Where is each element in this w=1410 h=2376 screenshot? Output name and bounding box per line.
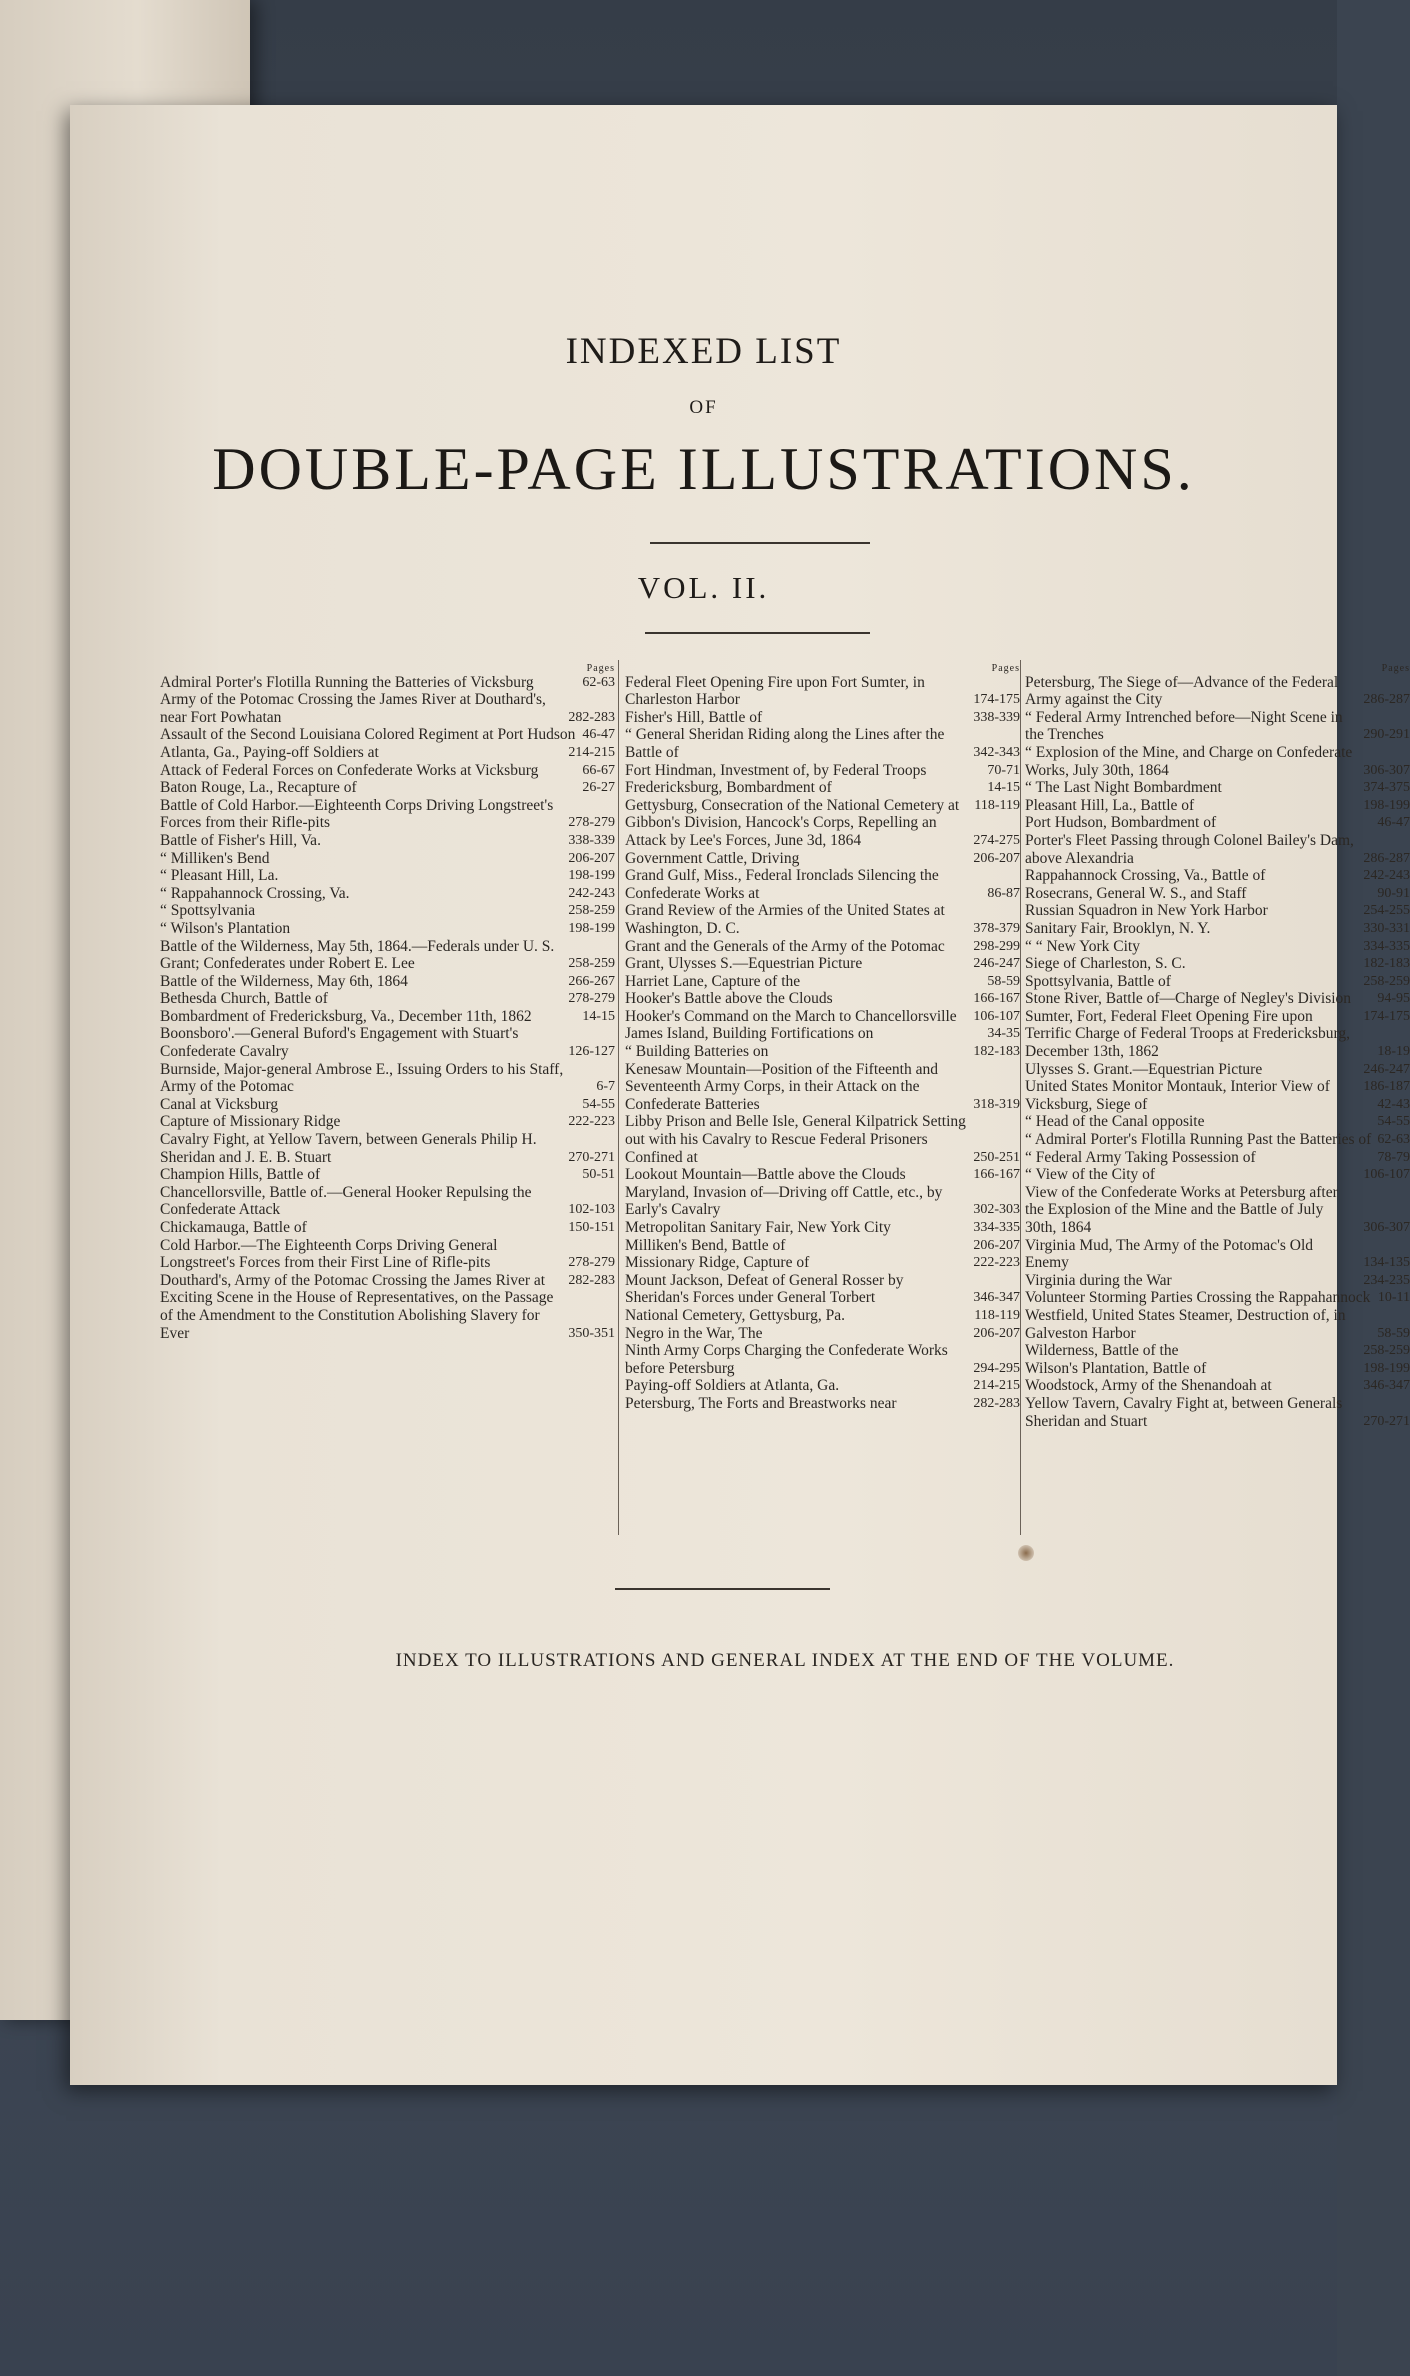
entry-title: Westfield, United States Steamer, Destruction of, in Galveston Harbor bbox=[1025, 1306, 1346, 1342]
entry-title: Chancellorsville, Battle of.—General Hooker Repulsing the Confederate Attack bbox=[160, 1183, 532, 1219]
entry-title: Fort Hindman, Investment of, by Federal Troops bbox=[625, 761, 927, 779]
entry-title: Bombardment of Fredericksburg, Va., December 11th, 1862 bbox=[160, 1007, 532, 1025]
entry-title: Harriet Lane, Capture of the bbox=[625, 972, 801, 990]
title-line-2: OF bbox=[689, 397, 718, 418]
entry-title: Porter's Fleet Passing through Colonel Bailey's Dam, above Alexandria bbox=[1025, 831, 1354, 867]
entry-pages: 214-215 bbox=[568, 744, 615, 760]
index-entry bbox=[160, 1131, 615, 1166]
entry-title: Yellow Tavern, Cavalry Fight at, between Generals Sheridan and Stuart bbox=[1025, 1394, 1343, 1430]
index-entry bbox=[160, 850, 615, 868]
entry-title: Cavalry Fight, at Yellow Tavern, between Generals Philip H. Sheridan and J. E. B. Stuart bbox=[160, 1131, 537, 1166]
column-divider bbox=[618, 660, 619, 1535]
entry-title: Grant, Ulysses S.—Equestrian Picture bbox=[625, 955, 863, 973]
index-entry bbox=[1025, 779, 1410, 797]
column-divider bbox=[1020, 660, 1021, 1535]
index-entry bbox=[625, 1008, 1020, 1026]
entry-pages: 102-103 bbox=[568, 1202, 615, 1218]
index-entry bbox=[1025, 1061, 1410, 1079]
entry-pages: 234-235 bbox=[1363, 1272, 1410, 1288]
entry-pages: 334-335 bbox=[1363, 938, 1410, 954]
entry-pages: 302-303 bbox=[973, 1202, 1020, 1218]
entry-pages: 270-271 bbox=[1363, 1413, 1410, 1429]
index-entry bbox=[625, 1184, 1020, 1219]
entry-pages: 198-199 bbox=[568, 920, 615, 936]
index-entry bbox=[1025, 1289, 1410, 1307]
entry-title: “ Rappahannock Crossing, Va. bbox=[160, 884, 350, 902]
entry-title: Sumter, Fort, Federal Fleet Opening Fire upon bbox=[1025, 1007, 1313, 1025]
entry-title: Government Cattle, Driving bbox=[625, 849, 800, 867]
entry-title: Siege of Charleston, S. C. bbox=[1025, 955, 1186, 973]
pages-heading: Pages bbox=[991, 663, 1020, 674]
entry-title: Boonsboro'.—General Buford's Engagement with Stuart's Confederate Cavalry bbox=[160, 1025, 519, 1061]
entry-pages: 334-335 bbox=[973, 1220, 1020, 1235]
entry-title: “ Milliken's Bend bbox=[160, 849, 270, 867]
index-entry bbox=[1025, 1377, 1410, 1395]
entry-pages: 198-199 bbox=[568, 868, 615, 884]
entry-pages: 6-7 bbox=[596, 1079, 615, 1095]
footer-note: INDEX TO ILLUSTRATIONS AND GENERAL INDEX AT THE END OF THE VOLUME. bbox=[395, 1650, 1175, 1671]
entry-title: Champion Hills, Battle of bbox=[160, 1166, 321, 1184]
entry-title: Petersburg, The Forts and Breastworks near bbox=[625, 1394, 897, 1412]
entry-pages: 106-107 bbox=[973, 1008, 1020, 1024]
entry-pages: 94-95 bbox=[1377, 991, 1410, 1007]
index-entry bbox=[1025, 797, 1410, 815]
index-entry bbox=[625, 674, 1020, 709]
index-entry bbox=[160, 762, 615, 780]
entry-pages: 198-199 bbox=[1363, 1360, 1410, 1376]
entry-pages: 166-167 bbox=[973, 1167, 1020, 1183]
index-entry bbox=[625, 1395, 1020, 1413]
entry-title: Libby Prison and Belle Isle, General Kilpatrick Setting out with his Cavalry to Rescue Federal Prisoners Confined at bbox=[625, 1113, 966, 1166]
entry-title: Terrific Charge of Federal Troops at Fredericksburg, December 13th, 1862 bbox=[1025, 1025, 1351, 1061]
entry-title: Admiral Porter's Flotilla Running the Batteries of Vicksburg bbox=[160, 673, 534, 691]
index-entry bbox=[160, 832, 615, 850]
entry-pages: 242-243 bbox=[568, 885, 615, 901]
index-entry bbox=[1025, 709, 1410, 744]
index-entry bbox=[160, 1272, 615, 1290]
entry-title: Grand Gulf, Miss., Federal Ironclads Silencing the Confederate Works at bbox=[625, 867, 939, 902]
entry-pages: 258-259 bbox=[1363, 1343, 1410, 1359]
entry-pages: 62-63 bbox=[582, 674, 615, 690]
index-entry bbox=[1025, 885, 1410, 903]
entry-title: Port Hudson, Bombardment of bbox=[1025, 814, 1217, 832]
entry-pages: 274-275 bbox=[973, 832, 1020, 848]
index-entry bbox=[1025, 973, 1410, 991]
index-entry bbox=[625, 973, 1020, 991]
entry-title: “ Spottsylvania bbox=[160, 902, 256, 920]
title-line-1: INDEXED LIST bbox=[565, 331, 842, 372]
index-entry bbox=[625, 1342, 1020, 1377]
entry-title: Negro in the War, The bbox=[625, 1324, 763, 1342]
entry-pages: 90-91 bbox=[1377, 885, 1410, 901]
entry-title: Assault of the Second Louisiana Colored Regiment at Port Hudson bbox=[160, 726, 576, 744]
index-entry bbox=[160, 1219, 615, 1237]
index-entry bbox=[160, 726, 615, 744]
entry-pages: 206-207 bbox=[568, 850, 615, 866]
entry-pages: 50-51 bbox=[582, 1167, 615, 1183]
entry-title: “ Federal Army Intrenched before—Night Scene in the Trenches bbox=[1025, 708, 1343, 744]
entry-pages: 282-283 bbox=[973, 1395, 1020, 1411]
index-entry bbox=[625, 1237, 1020, 1255]
entry-pages: 258-259 bbox=[1363, 973, 1410, 989]
entry-title: Capture of Missionary Ridge bbox=[160, 1113, 341, 1131]
entry-title: Douthard's, Army of the Potomac Crossing the James River at bbox=[160, 1271, 546, 1289]
index-entry bbox=[160, 797, 615, 832]
entry-title: Virginia during the War bbox=[1025, 1271, 1172, 1289]
entry-pages: 150-151 bbox=[568, 1220, 615, 1235]
entry-pages: 14-15 bbox=[582, 1008, 615, 1024]
entry-pages: 342-343 bbox=[973, 744, 1020, 760]
entry-title: “ Building Batteries on bbox=[625, 1043, 769, 1061]
entry-title: Ninth Army Corps Charging the Confederate Works before Petersburg bbox=[625, 1342, 948, 1377]
index-entry bbox=[625, 867, 1020, 902]
index-entry bbox=[625, 955, 1020, 973]
index-entry bbox=[625, 762, 1020, 780]
index-entry bbox=[160, 973, 615, 991]
entry-pages: 258-259 bbox=[568, 956, 615, 972]
entry-title: Paying-off Soldiers at Atlanta, Ga. bbox=[625, 1377, 840, 1395]
entry-title: Grant and the Generals of the Army of the Potomac bbox=[625, 937, 945, 955]
entry-pages: 174-175 bbox=[973, 692, 1020, 708]
entry-pages: 306-307 bbox=[1363, 762, 1410, 778]
entry-pages: 198-199 bbox=[1363, 797, 1410, 813]
entry-pages: 246-247 bbox=[973, 956, 1020, 972]
entry-title: Cold Harbor.—The Eighteenth Corps Driving General Longstreet's Forces from their First Line of Rifle-pits bbox=[160, 1236, 498, 1272]
entry-title: “ Explosion of the Mine, and Charge on Confederate Works, July 30th, 1864 bbox=[1025, 743, 1353, 779]
index-entry bbox=[160, 1061, 615, 1096]
entry-pages: 278-279 bbox=[568, 991, 615, 1007]
entry-title: “ Admiral Porter's Flotilla Running Past the Batteries of bbox=[1025, 1131, 1372, 1149]
entry-title: Battle of the Wilderness, May 6th, 1864 bbox=[160, 972, 408, 990]
entry-pages: 10-11 bbox=[1377, 1290, 1410, 1306]
entry-pages: 166-167 bbox=[973, 991, 1020, 1007]
entry-pages: 26-27 bbox=[582, 780, 615, 796]
entry-title: Spottsylvania, Battle of bbox=[1025, 972, 1171, 990]
index-entry bbox=[1025, 1395, 1410, 1430]
entry-pages: 270-271 bbox=[568, 1149, 615, 1165]
entry-title: Pleasant Hill, La., Battle of bbox=[1025, 796, 1195, 814]
entry-pages: 118-119 bbox=[974, 797, 1020, 813]
index-entry bbox=[1025, 938, 1410, 956]
index-entry bbox=[1025, 744, 1410, 779]
entry-title: Wilson's Plantation, Battle of bbox=[1025, 1359, 1207, 1377]
index-entry bbox=[160, 902, 615, 920]
entry-title: Missionary Ridge, Capture of bbox=[625, 1254, 810, 1272]
index-entry bbox=[1025, 1008, 1410, 1026]
index-entry bbox=[625, 1272, 1020, 1307]
index-entry bbox=[1025, 1131, 1410, 1149]
volume-label: VOL. II. bbox=[637, 570, 770, 605]
page-stain bbox=[1018, 1545, 1034, 1561]
index-entry bbox=[160, 744, 615, 762]
entry-title: Rappahannock Crossing, Va., Battle of bbox=[1025, 867, 1266, 885]
index-entry bbox=[1025, 990, 1410, 1008]
index-entry bbox=[625, 990, 1020, 1008]
entry-title: Rosecrans, General W. S., and Staff bbox=[1025, 884, 1247, 902]
entry-pages: 214-215 bbox=[973, 1378, 1020, 1394]
entry-title: Stone River, Battle of—Charge of Negley's Division bbox=[1025, 990, 1352, 1008]
book-page bbox=[70, 105, 1410, 2085]
entry-pages: 330-331 bbox=[1363, 920, 1410, 936]
index-entry bbox=[1025, 814, 1410, 832]
index-entry bbox=[625, 779, 1020, 797]
entry-pages: 186-187 bbox=[1363, 1079, 1410, 1095]
entry-pages: 242-243 bbox=[1363, 868, 1410, 884]
entry-title: Woodstock, Army of the Shenandoah at bbox=[1025, 1377, 1272, 1395]
index-entry bbox=[160, 1113, 615, 1131]
entry-pages: 338-339 bbox=[568, 832, 615, 848]
entry-pages: 282-283 bbox=[568, 709, 615, 725]
entry-title: James Island, Building Fortifications on bbox=[625, 1025, 874, 1043]
entry-title: Army of the Potomac Crossing the James River at Douthard's, near Fort Powhatan bbox=[160, 691, 546, 726]
index-entry bbox=[1025, 1307, 1410, 1342]
entry-title: Volunteer Storming Parties Crossing the Rappahannock bbox=[1025, 1289, 1371, 1307]
entry-pages: 350-351 bbox=[568, 1325, 615, 1341]
index-entry bbox=[160, 885, 615, 903]
entry-title: Chickamauga, Battle of bbox=[160, 1219, 307, 1236]
index-entry bbox=[160, 938, 615, 973]
entry-title: Canal at Vicksburg bbox=[160, 1095, 279, 1113]
entry-title: Baton Rouge, La., Recapture of bbox=[160, 779, 357, 797]
entry-pages: 54-55 bbox=[1377, 1114, 1410, 1130]
index-entry bbox=[625, 1061, 1020, 1114]
entry-pages: 258-259 bbox=[568, 903, 615, 919]
entry-pages: 222-223 bbox=[973, 1255, 1020, 1271]
entry-pages: 34-35 bbox=[987, 1026, 1020, 1042]
index-entry bbox=[1025, 1078, 1410, 1096]
entry-title: Gibbon's Division, Hancock's Corps, Repelling an Attack by Lee's Forces, June 3d, 1864 bbox=[625, 814, 937, 849]
index-entry bbox=[1025, 1237, 1410, 1272]
entry-title: Gettysburg, Consecration of the National Cemetery at bbox=[625, 796, 960, 814]
entry-title: “ “ New York City bbox=[1025, 937, 1140, 955]
entry-title: Battle of Cold Harbor.—Eighteenth Corps Driving Longstreet's Forces from their Rifle-pits bbox=[160, 796, 554, 832]
entry-title: United States Monitor Montauk, Interior View of bbox=[1025, 1078, 1330, 1096]
entry-pages: 374-375 bbox=[1363, 780, 1410, 796]
entry-title: Milliken's Bend, Battle of bbox=[625, 1236, 786, 1254]
index-entry bbox=[1025, 1166, 1410, 1184]
entry-title: “ Pleasant Hill, La. bbox=[160, 867, 279, 885]
index-entry bbox=[625, 1113, 1020, 1166]
entry-pages: 174-175 bbox=[1363, 1008, 1410, 1024]
index-entry bbox=[1025, 1342, 1410, 1360]
index-entry bbox=[625, 709, 1020, 727]
entry-title: Wilderness, Battle of the bbox=[1025, 1342, 1179, 1360]
entry-title: “ View of the City of bbox=[1025, 1166, 1156, 1184]
entry-pages: 282-283 bbox=[568, 1272, 615, 1288]
entry-pages: 58-59 bbox=[987, 973, 1020, 989]
entry-title: Ulysses S. Grant.—Equestrian Picture bbox=[1025, 1060, 1263, 1078]
divider-rule bbox=[650, 542, 870, 544]
index-entry bbox=[1025, 1025, 1410, 1060]
index-entry bbox=[160, 990, 615, 1008]
entry-pages: 206-207 bbox=[973, 1237, 1020, 1253]
entry-pages: 70-71 bbox=[987, 762, 1020, 778]
divider-rule bbox=[615, 1588, 830, 1590]
entry-pages: 266-267 bbox=[568, 973, 615, 989]
entry-title: Sanitary Fair, Brooklyn, N. Y. bbox=[1025, 919, 1211, 937]
index-entry bbox=[1025, 920, 1410, 938]
entry-title: Kenesaw Mountain—Position of the Fifteenth and Seventeenth Army Corps, in their Attack on the Confederate Batteries bbox=[625, 1060, 938, 1113]
index-entry bbox=[160, 691, 615, 726]
index-entry bbox=[160, 867, 615, 885]
entry-pages: 46-47 bbox=[582, 727, 615, 743]
index-entry bbox=[160, 674, 615, 692]
index-entry bbox=[160, 1166, 615, 1184]
entry-pages: 54-55 bbox=[582, 1096, 615, 1112]
entry-pages: 42-43 bbox=[1377, 1096, 1410, 1112]
entry-pages: 306-307 bbox=[1363, 1220, 1410, 1235]
entry-pages: 66-67 bbox=[582, 762, 615, 778]
index-entry bbox=[625, 902, 1020, 937]
entry-title: Burnside, Major-general Ambrose E., Issuing Orders to his Staff, Army of the Potomac bbox=[160, 1060, 564, 1096]
entry-title: View of the Confederate Works at Petersburg after the Explosion of the Mine and the Battle of July 30th, 1864 bbox=[1025, 1183, 1338, 1236]
index-entry bbox=[160, 1096, 615, 1114]
entry-pages: 182-183 bbox=[1363, 956, 1410, 972]
pages-heading: Pages bbox=[586, 663, 615, 674]
index-entry bbox=[625, 850, 1020, 868]
entry-pages: 298-299 bbox=[973, 938, 1020, 954]
entry-pages: 182-183 bbox=[973, 1044, 1020, 1060]
index-entry bbox=[625, 797, 1020, 815]
entry-pages: 290-291 bbox=[1363, 727, 1410, 743]
entry-title: Atlanta, Ga., Paying-off Soldiers at bbox=[160, 743, 379, 761]
index-entry bbox=[160, 1184, 615, 1219]
index-entry bbox=[1025, 1096, 1410, 1114]
entry-pages: 318-319 bbox=[973, 1096, 1020, 1112]
entry-pages: 346-347 bbox=[1363, 1378, 1410, 1394]
entry-title: “ Head of the Canal opposite bbox=[1025, 1113, 1205, 1131]
index-entry bbox=[160, 1008, 615, 1026]
entry-pages: 134-135 bbox=[1363, 1255, 1410, 1271]
index-entry bbox=[160, 779, 615, 797]
entry-pages: 222-223 bbox=[568, 1114, 615, 1130]
entry-pages: 338-339 bbox=[973, 709, 1020, 725]
index-entry bbox=[1025, 1149, 1410, 1167]
entry-title: Grand Review of the Armies of the United States at Washington, D. C. bbox=[625, 902, 945, 937]
index-entry bbox=[625, 938, 1020, 956]
entry-pages: 294-295 bbox=[973, 1360, 1020, 1376]
entry-pages: 206-207 bbox=[973, 850, 1020, 866]
index-entry bbox=[625, 1166, 1020, 1184]
entry-title: Metropolitan Sanitary Fair, New York City bbox=[625, 1219, 891, 1236]
index-column-2 bbox=[625, 660, 1020, 1413]
entry-pages: 14-15 bbox=[987, 780, 1020, 796]
entry-pages: 246-247 bbox=[1363, 1061, 1410, 1077]
index-entry bbox=[1025, 1272, 1410, 1290]
index-entry bbox=[625, 726, 1020, 761]
entry-title: “ The Last Night Bombardment bbox=[1025, 779, 1222, 797]
entry-title: Virginia Mud, The Army of the Potomac's Old Enemy bbox=[1025, 1236, 1314, 1272]
index-entry bbox=[1025, 1360, 1410, 1378]
entry-title: “ Federal Army Taking Possession of bbox=[1025, 1148, 1256, 1166]
index-entry bbox=[625, 1043, 1020, 1061]
entry-title: Battle of Fisher's Hill, Va. bbox=[160, 831, 321, 849]
index-entry bbox=[160, 1289, 615, 1342]
index-entry bbox=[1025, 955, 1410, 973]
page-title: DOUBLE-PAGE ILLUSTRATIONS. bbox=[212, 436, 1195, 502]
index-entry bbox=[625, 1377, 1020, 1395]
index-entry bbox=[1025, 867, 1410, 885]
entry-pages: 46-47 bbox=[1377, 815, 1410, 831]
entry-pages: 286-287 bbox=[1363, 692, 1410, 708]
entry-title: Maryland, Invasion of—Driving off Cattle, etc., by Early's Cavalry bbox=[625, 1183, 943, 1219]
entry-title: Russian Squadron in New York Harbor bbox=[1025, 902, 1268, 920]
entry-pages: 286-287 bbox=[1363, 850, 1410, 866]
entry-title: Hooker's Command on the March to Chancellorsville bbox=[625, 1007, 957, 1025]
entry-title: Federal Fleet Opening Fire upon Fort Sumter, in Charleston Harbor bbox=[625, 673, 925, 709]
index-column-3 bbox=[1025, 660, 1410, 1430]
entry-pages: 378-379 bbox=[973, 920, 1020, 936]
entry-title: Petersburg, The Siege of—Advance of the Federal Army against the City bbox=[1025, 673, 1339, 709]
index-entry bbox=[1025, 832, 1410, 867]
entry-pages: 106-107 bbox=[1363, 1167, 1410, 1183]
entry-pages: 254-255 bbox=[1363, 903, 1410, 919]
index-entry bbox=[1025, 1113, 1410, 1131]
index-column-1 bbox=[160, 660, 615, 1342]
entry-pages: 18-19 bbox=[1377, 1044, 1410, 1060]
entry-pages: 118-119 bbox=[974, 1307, 1020, 1323]
entry-pages: 278-279 bbox=[568, 815, 615, 831]
entry-title: Vicksburg, Siege of bbox=[1025, 1095, 1148, 1113]
entry-title: Exciting Scene in the House of Representatives, on the Passage of the Amendment to the Constitution Abolishing Slavery for Ever bbox=[160, 1289, 554, 1342]
index-entry bbox=[1025, 902, 1410, 920]
index-entry bbox=[160, 1025, 615, 1060]
entry-pages: 126-127 bbox=[568, 1044, 615, 1060]
entry-pages: 206-207 bbox=[973, 1325, 1020, 1341]
index-entry bbox=[160, 920, 615, 938]
entry-title: Bethesda Church, Battle of bbox=[160, 990, 328, 1008]
pages-heading: Pages bbox=[1381, 663, 1410, 674]
entry-pages: 346-347 bbox=[973, 1290, 1020, 1306]
index-entry bbox=[625, 1307, 1020, 1325]
entry-pages: 250-251 bbox=[973, 1149, 1020, 1165]
index-entry bbox=[625, 1025, 1020, 1043]
divider-rule bbox=[645, 632, 870, 634]
entry-pages: 278-279 bbox=[568, 1255, 615, 1271]
index-entry bbox=[625, 1325, 1020, 1343]
entry-title: Hooker's Battle above the Clouds bbox=[625, 990, 833, 1008]
index-entry bbox=[625, 1219, 1020, 1237]
entry-title: National Cemetery, Gettysburg, Pa. bbox=[625, 1306, 845, 1324]
entry-pages: 58-59 bbox=[1377, 1325, 1410, 1341]
entry-pages: 78-79 bbox=[1377, 1149, 1410, 1165]
entry-title: Fisher's Hill, Battle of bbox=[625, 708, 763, 726]
entry-title: Fredericksburg, Bombardment of bbox=[625, 779, 832, 797]
entry-title: Battle of the Wilderness, May 5th, 1864.—Federals under U. S. Grant; Confederates under Robert E. Lee bbox=[160, 937, 555, 973]
entry-title: Mount Jackson, Defeat of General Rosser by Sheridan's Forces under General Torbert bbox=[625, 1271, 904, 1307]
index-entry bbox=[625, 1254, 1020, 1272]
index-entry bbox=[160, 1237, 615, 1272]
entry-pages: 86-87 bbox=[987, 885, 1020, 901]
index-entry bbox=[625, 814, 1020, 849]
entry-title: “ General Sheridan Riding along the Lines after the Battle of bbox=[625, 726, 945, 761]
entry-title: “ Wilson's Plantation bbox=[160, 919, 291, 937]
entry-title: Lookout Mountain—Battle above the Clouds bbox=[625, 1166, 906, 1184]
entry-pages: 62-63 bbox=[1377, 1132, 1410, 1148]
entry-title: Attack of Federal Forces on Confederate Works at Vicksburg bbox=[160, 761, 539, 779]
index-entry bbox=[1025, 1184, 1410, 1237]
index-entry bbox=[1025, 674, 1410, 709]
